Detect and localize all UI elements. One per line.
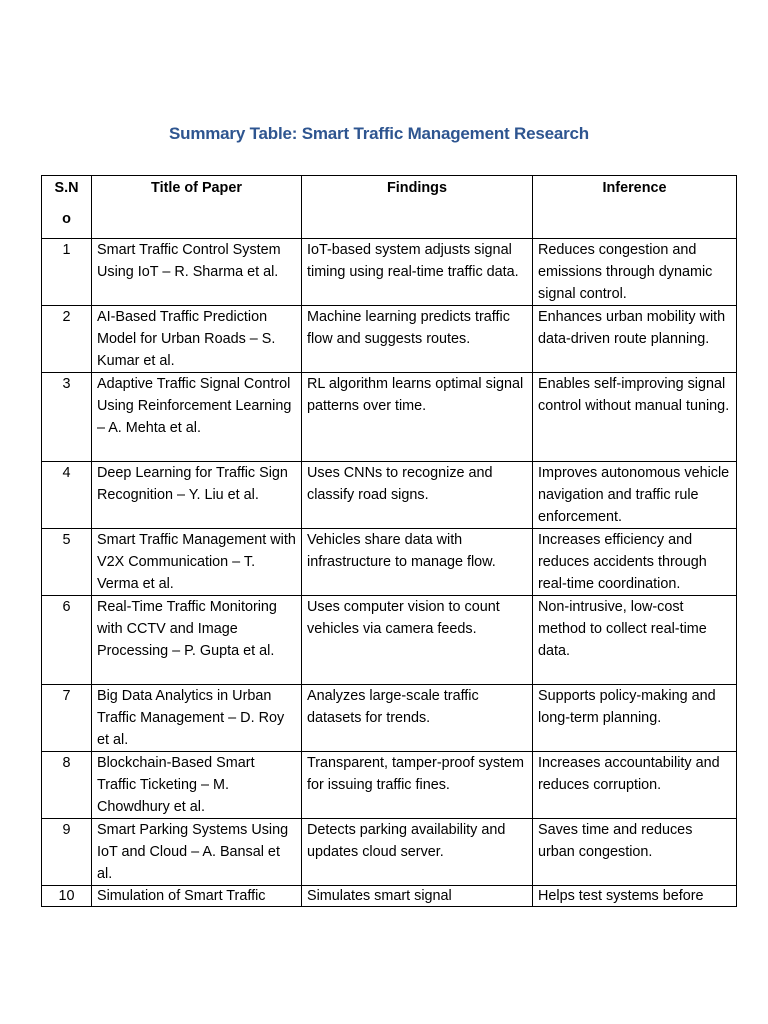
table-row [42, 529, 737, 596]
cell-sno-text: 10 [58, 888, 75, 904]
cell-title: Big Data Analytics in Urban Traffic Management – D. Roy et al. [92, 685, 302, 752]
table-row [42, 373, 737, 462]
header-sno-line1: S.N [54, 180, 79, 196]
cell-inference: Enhances urban mobility with data-driven route planning. [533, 306, 737, 373]
cell-title: Adaptive Traffic Signal Control Using Reinforcement Learning – A. Mehta et al. [92, 373, 302, 462]
cell-inference: Supports policy-making and long-term planning. [533, 685, 737, 752]
cell-sno: 6 [42, 596, 92, 685]
cell-findings: Detects parking availability and updates cloud server. [302, 819, 533, 886]
cell-inference: Increases accountability and reduces corruption. [533, 752, 737, 819]
cell-sno: 1 [42, 239, 92, 306]
table-row [42, 462, 737, 529]
cell-title: Blockchain-Based Smart Traffic Ticketing – M. Chowdhury et al. [92, 752, 302, 819]
cell-inference [533, 886, 737, 907]
cell-findings: IoT-based system adjusts signal timing using real-time traffic data. [302, 239, 533, 306]
cell-title: AI-Based Traffic Prediction Model for Urban Roads – S. Kumar et al. [92, 306, 302, 373]
header-findings: Findings [302, 176, 533, 239]
header-sno [42, 176, 92, 239]
cell-title: Deep Learning for Traffic Sign Recognition – Y. Liu et al. [92, 462, 302, 529]
cell-inference: Enables self-improving signal control without manual tuning. [533, 373, 737, 462]
cell-title-text: Simulation of Smart Traffic [97, 888, 266, 904]
cell-sno: 7 [42, 685, 92, 752]
cell-inference: Improves autonomous vehicle navigation and traffic rule enforcement. [533, 462, 737, 529]
header-sno-line2: o [62, 211, 71, 227]
table-row [42, 886, 737, 907]
cell-title: Real-Time Traffic Monitoring with CCTV and Image Processing – P. Gupta et al. [92, 596, 302, 685]
cell-inference: Saves time and reduces urban congestion. [533, 819, 737, 886]
table-row [42, 752, 737, 819]
table-row [42, 239, 737, 306]
cell-sno [42, 886, 92, 907]
cell-inference-text: Helps test systems before [538, 888, 704, 904]
cell-findings: Uses computer vision to count vehicles via camera feeds. [302, 596, 533, 685]
cell-sno: 8 [42, 752, 92, 819]
cell-title: Smart Traffic Control System Using IoT – R. Sharma et al. [92, 239, 302, 306]
document-title: Summary Table: Smart Traffic Management Research [169, 124, 589, 143]
cell-sno: 2 [42, 306, 92, 373]
cell-findings: Vehicles share data with infrastructure to manage flow. [302, 529, 533, 596]
cell-findings [302, 886, 533, 907]
table-row [42, 819, 737, 886]
cell-findings: RL algorithm learns optimal signal patterns over time. [302, 373, 533, 462]
cell-inference: Reduces congestion and emissions through dynamic signal control. [533, 239, 737, 306]
cell-sno: 5 [42, 529, 92, 596]
cell-findings: Analyzes large-scale traffic datasets for trends. [302, 685, 533, 752]
table-header [42, 176, 737, 239]
cell-inference: Increases efficiency and reduces accidents through real-time coordination. [533, 529, 737, 596]
table-row [42, 685, 737, 752]
cell-findings-text: Simulates smart signal [307, 888, 452, 904]
header-row [42, 176, 737, 239]
table-body [42, 239, 737, 907]
cell-findings: Transparent, tamper-proof system for issuing traffic fines. [302, 752, 533, 819]
table-row [42, 596, 737, 685]
cell-title: Smart Traffic Management with V2X Communication – T. Verma et al. [92, 529, 302, 596]
summary-table [41, 175, 737, 907]
header-inference: Inference [533, 176, 737, 239]
cell-title: Smart Parking Systems Using IoT and Cloud – A. Bansal et al. [92, 819, 302, 886]
cell-findings: Machine learning predicts traffic flow and suggests routes. [302, 306, 533, 373]
cell-sno: 9 [42, 819, 92, 886]
cell-sno: 3 [42, 373, 92, 462]
cell-inference: Non-intrusive, low-cost method to collect real-time data. [533, 596, 737, 685]
cell-findings: Uses CNNs to recognize and classify road signs. [302, 462, 533, 529]
cell-title [92, 886, 302, 907]
header-title: Title of Paper [92, 176, 302, 239]
cell-sno: 4 [42, 462, 92, 529]
table-row [42, 306, 737, 373]
